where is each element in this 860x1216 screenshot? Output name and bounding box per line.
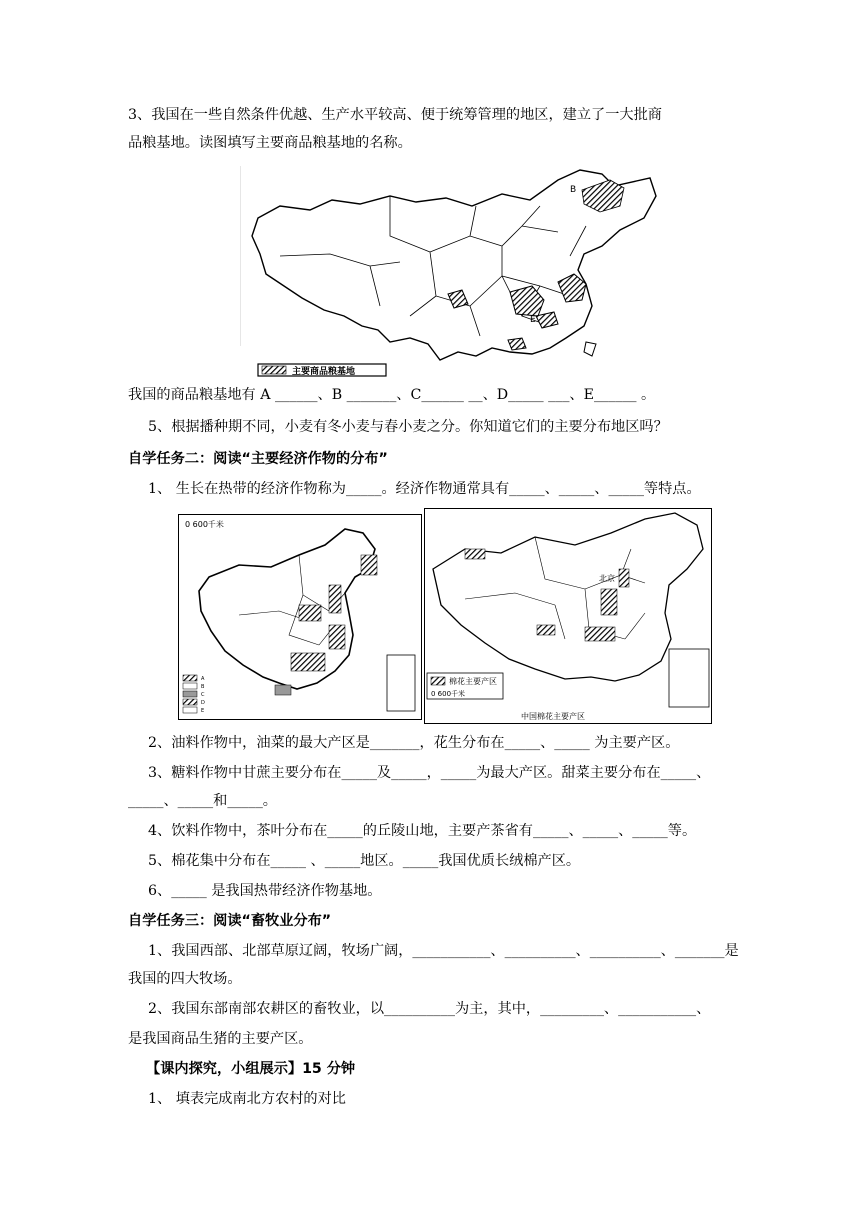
task2-q1: 1、 生长在热带的经济作物称为_____。经济作物通常具有_____、_____、_____等特点。 <box>148 481 701 497</box>
task2-q6: 6、_____ 是我国热带经济作物基地。 <box>148 883 382 899</box>
task2-q3a: 3、糖料作物中甘蔗主要分布在_____及_____，_____为最大产区。甜菜主要分布在_____、 <box>148 765 711 781</box>
task2-q3b: _____、_____和_____。 <box>128 793 277 809</box>
map3-legend: 棉花主要产区 <box>449 677 497 686</box>
task3-title: 自学任务三：阅读“畜牧业分布” <box>128 913 332 929</box>
q3-line2: 品粮基地。读图填写主要商品粮基地的名称。 <box>128 135 412 151</box>
map1-label-e: E <box>530 315 536 325</box>
task3-q1b: 我国的四大牧场。 <box>128 971 242 987</box>
cotton-map <box>424 508 712 724</box>
map3-city: 北京 <box>599 574 615 583</box>
task2-q4: 4、饮料作物中，茶叶分布在_____的丘陵山地，主要产茶省有_____、_____、_____等。 <box>148 823 697 839</box>
grain-base-answers: 我国的商品粮基地有 A ______、B _______、C______ __、D_____ ___、E______ 。 <box>128 387 656 403</box>
map1-legend: 主要商品粮基地 <box>292 367 356 377</box>
map3-caption: 中国棉花主要产区 <box>521 712 585 721</box>
map2-key-d: D <box>201 700 205 706</box>
task3-q1a: 1、我国西部、北部草原辽阔，牧场广阔，___________、__________、__________、_______是 <box>148 943 739 959</box>
map1-label-b: B <box>570 185 577 195</box>
crops-map <box>178 514 422 720</box>
map2-key-b: B <box>201 684 205 690</box>
task2-q2: 2、油料作物中，油菜的最大产区是_______，花生分布在_____、_____ 为主要产区。 <box>148 735 680 751</box>
q3-line1: 3、我国在一些自然条件优越、生产水平较高、便于统筹管理的地区，建立了一大批商 <box>128 107 662 123</box>
task3-q2b: 是我国商品生猪的主要产区。 <box>128 1031 313 1047</box>
section-q1: 1、 填表完成南北方农村的对比 <box>148 1091 346 1107</box>
map2-scale: 0 600千米 <box>185 520 224 529</box>
map3-scale: 0 600千米 <box>431 690 466 698</box>
task2-q5: 5、棉花集中分布在_____ 、_____地区。_____我国优质长绒棉产区。 <box>148 853 581 869</box>
grain-base-map <box>240 166 660 378</box>
task3-q2a: 2、我国东部南部农耕区的畜牧业，以__________为主，其中，_________、___________、 <box>148 1001 711 1017</box>
map2-key-a: A <box>201 676 205 682</box>
map2-key-e: E <box>201 708 205 714</box>
task2-title: 自学任务二：阅读“主要经济作物的分布” <box>128 451 388 467</box>
map2-key-c: C <box>201 692 205 698</box>
section-title: 【课内探究，小组展示】15 分钟 <box>146 1061 356 1077</box>
q5-wheat: 5、根据播种期不同，小麦有冬小麦与春小麦之分。你知道它们的主要分布地区吗？ <box>148 419 668 435</box>
